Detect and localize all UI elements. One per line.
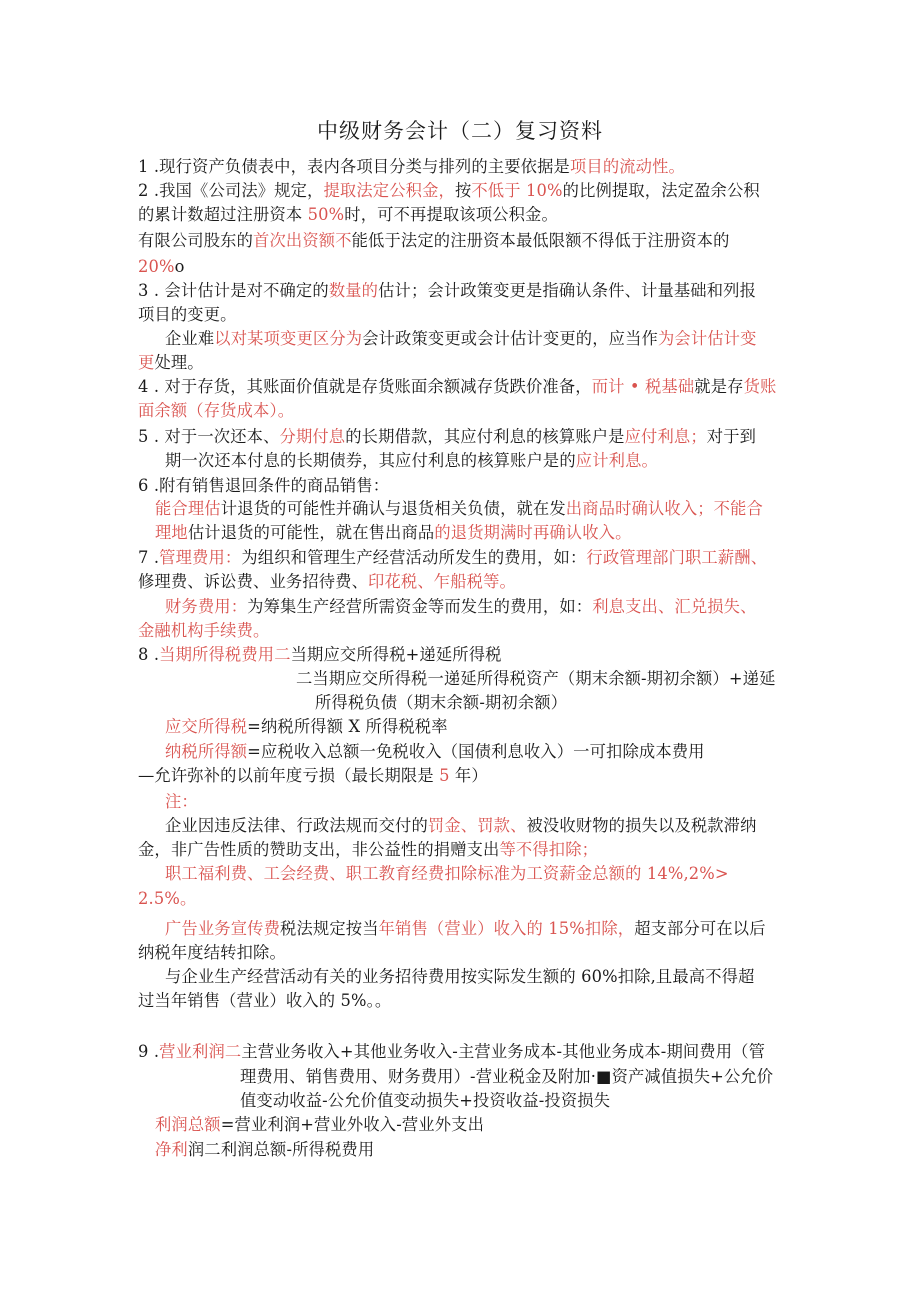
- highlighted-text: 20%: [138, 257, 175, 276]
- highlighted-text: 管理费用：: [159, 548, 242, 567]
- text-line: [165, 596, 757, 618]
- body-text: 对于到: [706, 427, 757, 446]
- highlighted-text: 应付利息；: [624, 427, 707, 446]
- body-text: 理费用、销售费用、财务费用）-营业税金及附加·■资产减值损失+公允价: [240, 1067, 774, 1086]
- highlighted-text: 货账: [743, 377, 777, 396]
- highlighted-text: 以对某项变更区分为: [214, 329, 363, 348]
- body-text: 期一次还本付息的长期债券，其应付利息的核算账户是的: [165, 451, 576, 470]
- highlighted-text: 首次出资额不: [253, 231, 352, 250]
- body-text: 主营业务收入+其他业务收入-主营业务成本-其他业务成本-期间费用（管: [241, 1042, 766, 1061]
- text-line: [138, 942, 286, 964]
- highlighted-text: 的退货期满时再确认收入。: [434, 523, 632, 542]
- text-line: [138, 426, 756, 448]
- highlighted-text: 分期付息: [279, 427, 346, 446]
- highlighted-text: 项目的流动性。: [569, 157, 685, 176]
- body-text: 时，可不再提取该项公积金。: [344, 205, 558, 224]
- body-text: 当期应交所得税+递延所得税: [290, 645, 502, 664]
- body-text: 估计；会计政策变更是指确认条件、计量基础和列报: [378, 281, 757, 300]
- text-line: [165, 741, 705, 763]
- body-text: 处理。: [154, 353, 204, 372]
- text-line: [165, 966, 755, 988]
- body-text: 7 .: [138, 548, 160, 567]
- body-text: 金，非广告性质的赞助支出，非公益性的捐赠支出: [138, 840, 500, 859]
- text-line: [138, 400, 294, 422]
- text-line: [165, 328, 757, 350]
- highlighted-text: 营业利润二: [159, 1042, 242, 1061]
- highlighted-text: 等不得扣除；: [499, 840, 599, 859]
- highlighted-text: 行政管理部门职工薪酬、: [586, 548, 768, 567]
- text-line: [138, 304, 237, 326]
- text-line: [240, 1090, 610, 1112]
- text-line: [155, 1139, 374, 1161]
- highlighted-text: 注：: [165, 792, 198, 811]
- text-line: [165, 716, 448, 738]
- body-text: 二当期应交所得税一递延所得税资产（期末余额-期初余额）+递延: [296, 669, 776, 688]
- body-text: =纳税所得额 X 所得税税率: [247, 717, 448, 736]
- text-line: [138, 571, 516, 593]
- body-text: 估计退货的可能性，就在售出商品: [187, 523, 435, 542]
- body-text: 所得税负债（期末余额-期初余额）: [315, 693, 568, 712]
- body-text: 会计政策变更或会计估计变更的，应当作: [362, 329, 658, 348]
- highlighted-text: 印花税、乍船税等。: [368, 572, 516, 591]
- text-line: [165, 918, 766, 940]
- highlighted-text: 2.5%。: [138, 889, 197, 908]
- text-line: [138, 156, 685, 178]
- text-line: [138, 1041, 765, 1063]
- body-text: 值变动收益-公允价值变动损失+投资收益-投资损失: [240, 1091, 611, 1110]
- page-title: 中级财务会计（二）复习资料: [317, 119, 603, 143]
- text-line: [138, 839, 598, 861]
- highlighted-text: 财务费用：: [165, 597, 248, 616]
- text-line: [138, 180, 760, 202]
- highlighted-text: 50%: [307, 205, 345, 224]
- body-text: 为组织和管理生产经营活动所发生的费用，如：: [241, 548, 587, 567]
- body-text: 4 . 对于存货，其账面价值就是存货账面余额减存货跌价准备，: [138, 377, 592, 396]
- body-text: 按: [454, 181, 472, 200]
- text-line: [138, 990, 391, 1012]
- body-text: 的长期借款，其应付利息的核算账户是: [345, 427, 625, 446]
- body-text: 企业因违反法律、行政法规而交付的: [165, 816, 428, 835]
- highlighted-text: 金融机构手续费。: [138, 621, 270, 640]
- body-text: 为筹集生产经营所需资金等而发生的费用，如：: [247, 597, 593, 616]
- body-text: 3 . 会计估计是对不确定的: [138, 281, 329, 300]
- highlighted-text: 5: [439, 766, 450, 785]
- text-line: [165, 450, 658, 472]
- text-line: [138, 765, 488, 787]
- body-text: 润二利润总额-所得税费用: [187, 1140, 375, 1159]
- highlighted-text: 净利: [155, 1140, 188, 1159]
- body-text: 就是存: [694, 377, 744, 396]
- body-text: o: [174, 257, 185, 276]
- text-line: [138, 204, 558, 226]
- body-text: 6 .附有销售退回条件的商品销售：: [138, 476, 390, 495]
- text-line: [138, 475, 389, 497]
- body-text: 与企业生产经营活动有关的业务招待费用按实际发生额的 60%扣除,且最高不得超: [165, 967, 755, 986]
- highlighted-text: 不低于 10%: [471, 181, 563, 200]
- body-text: 5 . 对于一次还本、: [138, 427, 280, 446]
- highlighted-text: 而计 • 税基础: [591, 377, 695, 396]
- highlighted-text: 数量的: [328, 281, 379, 300]
- body-text: 有限公司股东的: [138, 231, 254, 250]
- body-text: =营业利润+营业外收入-营业外支出: [220, 1115, 485, 1134]
- text-line: [138, 376, 776, 398]
- body-text: 过当年销售（营业）收入的 5%。。: [138, 991, 392, 1010]
- text-line: [155, 522, 632, 544]
- body-text: 纳税年度结转扣除。: [138, 943, 286, 962]
- text-line: [165, 791, 198, 813]
- text-line: [138, 256, 185, 278]
- body-text: =应税收入总额一免税收入（国债利息收入）一可扣除成本费用: [247, 742, 705, 761]
- body-text: 的比例提取，法定盈余公积: [562, 181, 760, 200]
- text-line: [165, 863, 729, 885]
- highlighted-text: 能合理估: [155, 499, 221, 518]
- text-line: [138, 888, 196, 910]
- body-text: 项目的变更。: [138, 305, 237, 324]
- body-text: 被没收财物的损失以及税款滞纳: [526, 816, 757, 835]
- highlighted-text: 面余额（存货成本）。: [138, 401, 295, 420]
- text-line: [155, 1114, 484, 1136]
- text-line: [138, 547, 767, 569]
- text-line: [138, 644, 502, 666]
- text-line: [315, 692, 567, 714]
- highlighted-text: 理地: [155, 523, 188, 542]
- body-text: 的累计数超过注册资本: [138, 205, 308, 224]
- body-text: 9 .: [138, 1042, 160, 1061]
- body-text: —允许弥补的以前年度亏损（最长期限是: [138, 766, 440, 785]
- highlighted-text: 应计利息。: [575, 451, 658, 470]
- body-text: 计退货的可能性并确认与退货相关负债，就在发: [220, 499, 566, 518]
- highlighted-text: 为会计估计变: [657, 329, 757, 348]
- body-text: 能低于法定的注册资本最低限额不得低于注册资本的: [351, 231, 730, 250]
- highlighted-text: 应交所得税: [165, 717, 248, 736]
- text-line: [296, 668, 776, 690]
- highlighted-text: 年销售（营业）收入的 15%扣除，: [378, 919, 635, 938]
- text-line: [138, 352, 204, 374]
- body-text: 8 .: [138, 645, 160, 664]
- text-line: [240, 1066, 773, 1088]
- body-text: 企业难: [165, 329, 215, 348]
- text-line: [138, 230, 730, 252]
- highlighted-text: 广告业务宣传费: [165, 919, 281, 938]
- highlighted-text: 提取法定公积金，: [323, 181, 455, 200]
- body-text: 2 .我国《公司法》规定，: [138, 181, 324, 200]
- text-line: [138, 280, 756, 302]
- body-text: 1 .现行资产负债表中，表内各项目分类与排列的主要依据是: [138, 157, 570, 176]
- body-text: 修理费、诉讼费、业务招待费、: [138, 572, 369, 591]
- highlighted-text: 当期所得税费用二: [159, 645, 291, 664]
- highlighted-text: 利息支出、汇兑损失、: [592, 597, 757, 616]
- highlighted-text: 罚金、罚款、: [427, 816, 527, 835]
- text-line: [155, 498, 763, 520]
- highlighted-text: 职工福利费、工会经费、职工教育经费扣除标准为工资薪金总额的 14%,2%>: [165, 864, 729, 883]
- body-text: 超支部分可在以后: [634, 919, 766, 938]
- text-line: [138, 620, 269, 642]
- highlighted-text: 利润总额: [155, 1115, 221, 1134]
- highlighted-text: 更: [138, 353, 155, 372]
- body-text: 年）: [449, 766, 488, 785]
- highlighted-text: 出商品时确认收入；不能合: [565, 499, 763, 518]
- text-line: [165, 815, 757, 837]
- highlighted-text: 纳税所得额: [165, 742, 248, 761]
- body-text: 税法规定按当: [280, 919, 379, 938]
